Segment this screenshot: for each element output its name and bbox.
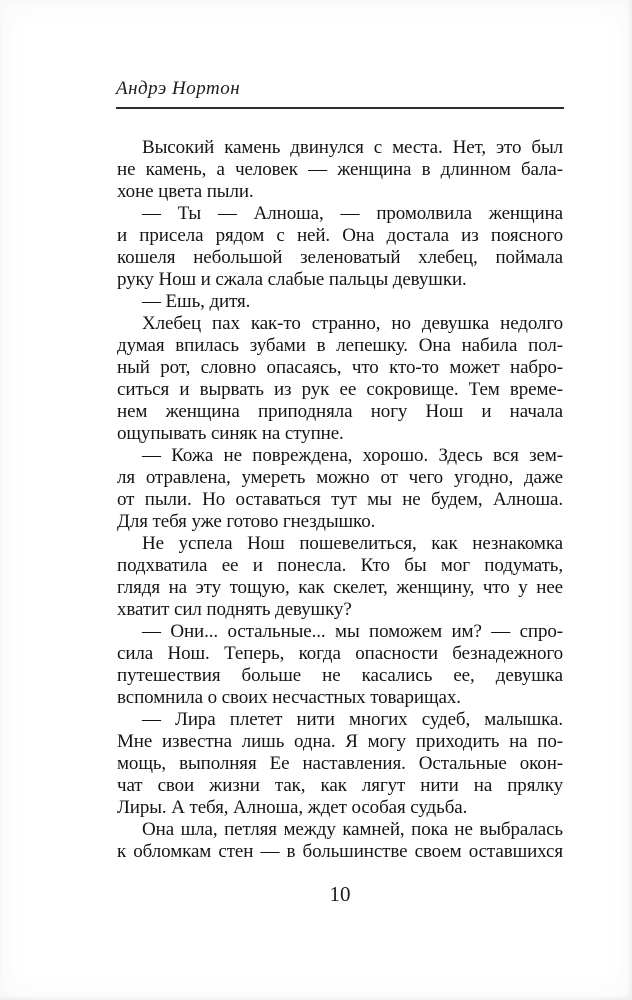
text-line: Для тебя уже готово гнездышко. xyxy=(117,511,376,532)
page-number: 10 xyxy=(329,882,351,906)
text-line: руку Нош и сжала слабые пальцы девушки. xyxy=(117,269,467,290)
text-line: ля отравлена, умереть можно от чего угодно, даже xyxy=(117,467,563,488)
text-line: не камень, а человек — женщина в длинном бала- xyxy=(117,159,563,180)
text-line: Не успела Нош пошевелиться, как незнакомка xyxy=(142,533,563,554)
text-line: нем женщина приподняла ногу Нош и начала xyxy=(117,401,563,422)
text-line: чат свои жизни так, как лягут нити на прялку xyxy=(117,775,563,796)
text-line: вспомнила о своих несчастных товарищах. xyxy=(117,687,461,708)
text-line: и присела рядом с ней. Она достала из поясного xyxy=(117,225,563,246)
text-line: Лиры. А тебя, Алноша, ждет особая судьба. xyxy=(117,797,468,818)
text-line: — Они... остальные... мы поможем им? — спро- xyxy=(142,621,563,642)
text-line: мощь, выполняя Ее наставления. Остальные окон- xyxy=(117,753,563,774)
text-line: — Ты — Алноша, — промолвила женщина xyxy=(142,203,563,224)
text-line: путешествия больше не касались ее, девушка xyxy=(117,665,563,686)
text-line: Она шла, петляя между камней, пока не выбралась xyxy=(142,819,563,840)
text-line: — Лира плетет нити многих судеб, малышка. xyxy=(142,709,563,730)
text-line: хоне цвета пыли. xyxy=(117,181,254,202)
running-header-author: Андрэ Нортон xyxy=(116,78,241,99)
text-line: Высокий камень двинулся с места. Нет, это был xyxy=(142,137,563,158)
text-line: глядя на эту тощую, как скелет, женщину, что у нее xyxy=(117,577,563,598)
running-header xyxy=(116,78,564,109)
text-line: ный рот, словно опасаясь, что кто-то может набро- xyxy=(117,357,563,378)
text-line: ситься и вырвать из рук ее сокровище. Тем време- xyxy=(117,379,563,400)
text-line: думая впилась зубами в лепешку. Она набила пол- xyxy=(117,335,563,356)
header-rule xyxy=(116,107,564,109)
text-line: кошеля небольшой зеленоватый хлебец, поймала xyxy=(117,247,563,268)
text-line: сила Нош. Теперь, когда опасности безнадежного xyxy=(117,643,563,664)
text-line: Хлебец пах как-то странно, но девушка недолго xyxy=(142,313,563,334)
text-line: — Ешь, дитя. xyxy=(142,291,251,312)
text-line: подхватила ее и понесла. Кто бы мог подумать, xyxy=(117,555,563,576)
text-line: ощупывать синяк на ступне. xyxy=(117,423,344,444)
text-line: к обломкам стен — в большинстве своем оставшихся xyxy=(117,841,563,862)
text-line: — Кожа не повреждена, хорошо. Здесь вся зем- xyxy=(142,445,563,466)
text-line: хватит сил поднять девушку? xyxy=(117,599,352,620)
text-line: от пыли. Но оставаться тут мы не будем, Алноша. xyxy=(117,489,563,510)
text-line: Мне известна лишь одна. Я могу приходить на по- xyxy=(117,731,563,752)
body-text xyxy=(117,137,563,863)
